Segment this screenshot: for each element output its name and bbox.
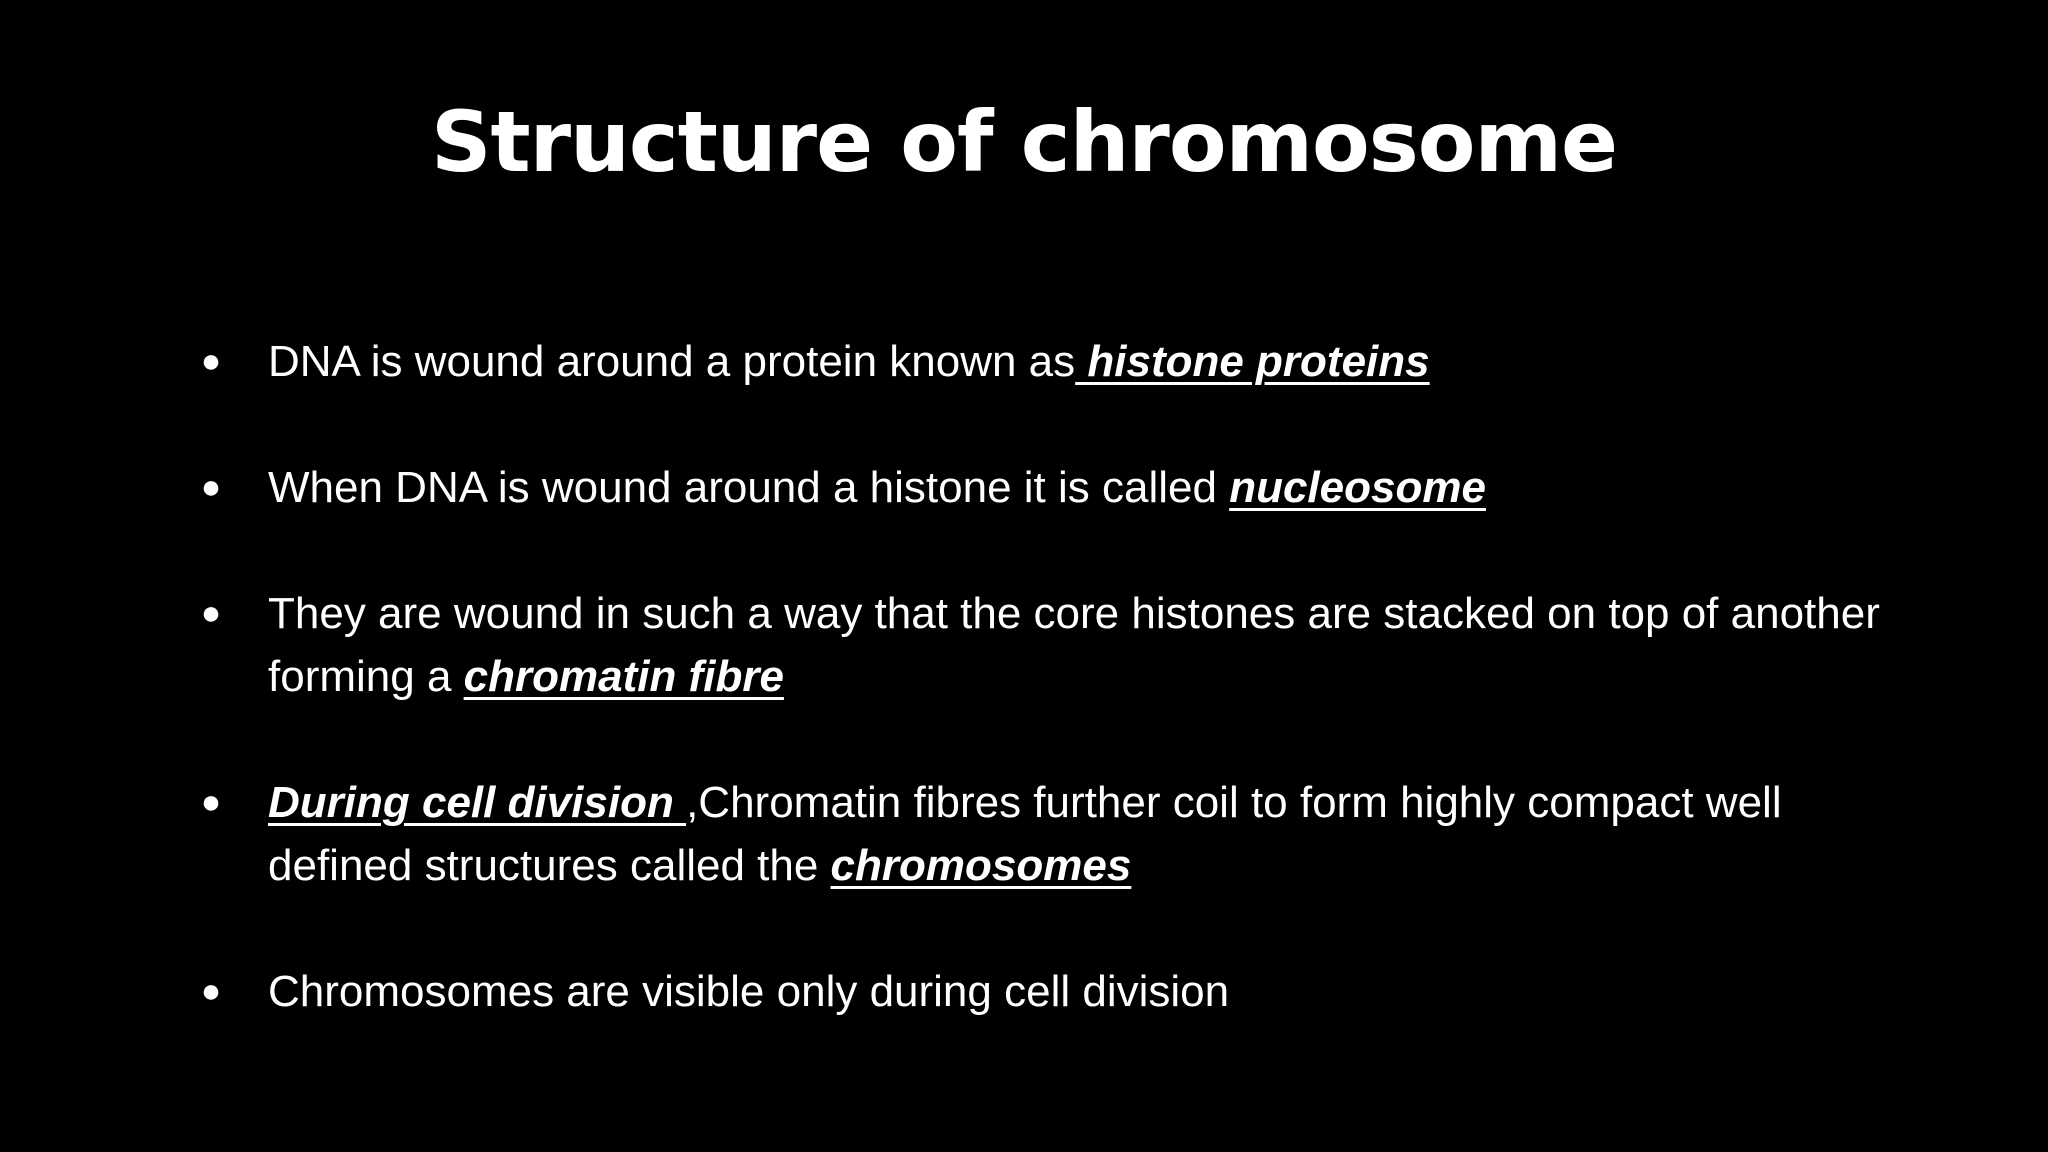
bullet-emphasis-chromosomes: chromosomes — [830, 841, 1132, 890]
slide-title: Structure of chromosome — [431, 93, 1617, 191]
bullet-text: When DNA is wound around a histone it is called — [268, 463, 1230, 512]
bullet-dot-icon: ● — [200, 972, 222, 1010]
bullet-item-visibility — [196, 960, 1916, 1023]
bullet-text: ,Chromatin fibres further coil to form highly compact well defined structures called the — [268, 778, 1782, 890]
bullet-emphasis: chromatin fibre — [463, 652, 784, 701]
bullet-dot-icon: ● — [200, 342, 222, 380]
bullet-item-chromatin-fibre — [196, 582, 1916, 708]
bullet-emphasis: nucleosome — [1229, 463, 1486, 512]
bullet-item-cell-division — [196, 771, 1916, 897]
bullet-dot-icon: ● — [200, 594, 222, 632]
bullet-emphasis: During cell division — [268, 778, 687, 827]
bullet-dot-icon: ● — [200, 783, 222, 821]
bullet-text: DNA is wound around a protein known as — [268, 337, 1076, 386]
bullet-text: They are wound in such a way that the core histones are stacked on top of another forming a — [268, 589, 1880, 701]
bullet-item-nucleosome — [196, 456, 1916, 519]
bullet-dot-icon: ● — [200, 468, 222, 506]
bullet-item-histone — [196, 330, 1916, 393]
bullet-text: Chromosomes are visible only during cell division — [268, 967, 1230, 1016]
bullet-emphasis: histone proteins — [1075, 337, 1430, 386]
bullet-list — [196, 330, 1916, 1086]
